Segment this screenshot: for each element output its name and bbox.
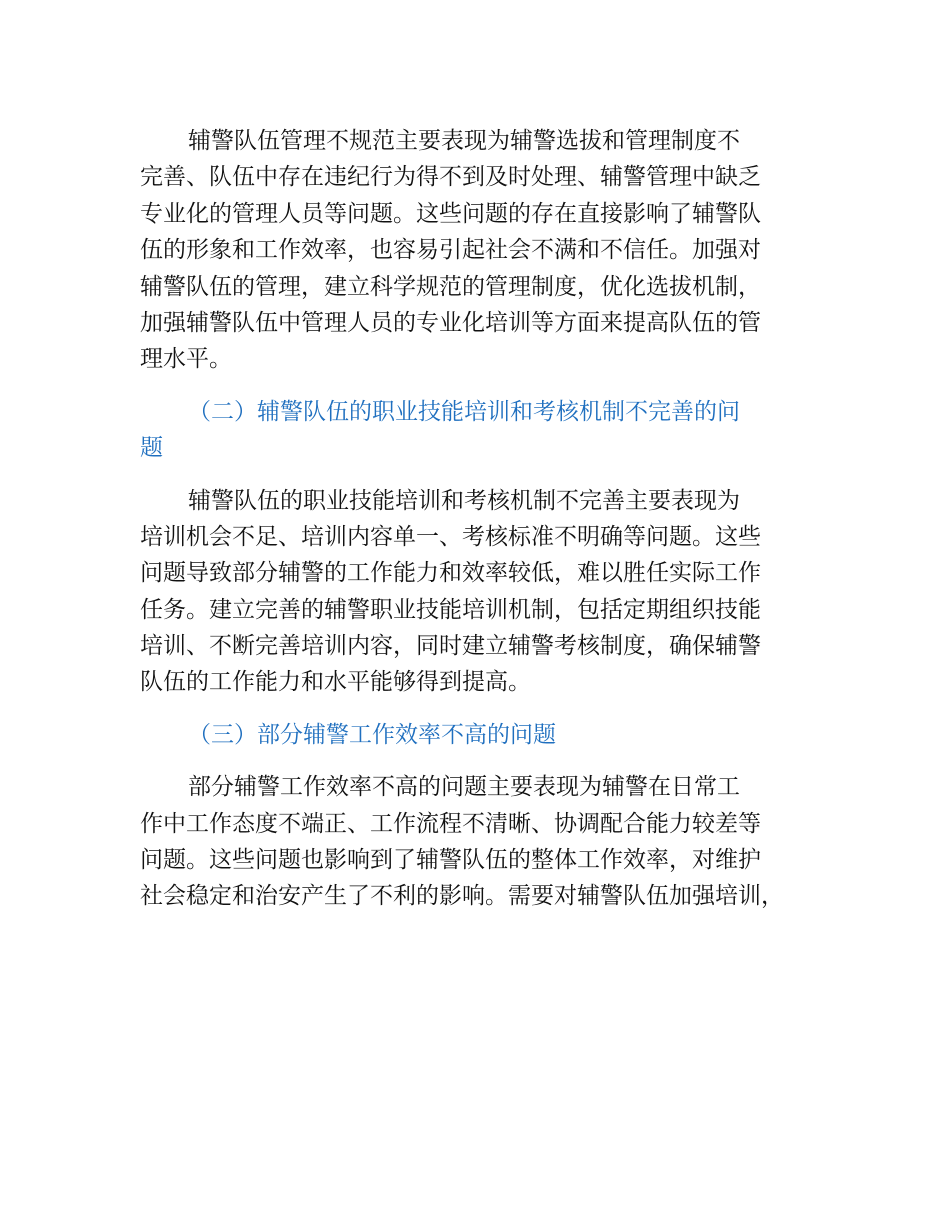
paragraph-training <box>140 483 830 701</box>
paragraph-line: 问题。这些问题也影响到了辅警队伍的整体工作效率，对维护 <box>140 847 761 874</box>
section-heading-2 <box>140 394 830 467</box>
heading-line: （三）部分辅警工作效率不高的问题 <box>188 721 556 748</box>
spacer <box>140 467 830 483</box>
spacer <box>140 753 830 769</box>
paragraph-line: 辅警队伍的管理，建立科学规范的管理制度，优化选拔机制， <box>140 273 761 300</box>
spacer <box>140 378 830 394</box>
paragraph-line: 培训机会不足、培训内容单一、考核标准不明确等问题。这些 <box>140 523 761 550</box>
heading-line: 题 <box>140 435 163 462</box>
heading-line: （二）辅警队伍的职业技能培训和考核机制不完善的问 <box>188 398 740 425</box>
paragraph-management <box>140 123 830 378</box>
spacer <box>140 701 830 717</box>
paragraph-line: 问题导致部分辅警的工作能力和效率较低，难以胜任实际工作 <box>140 560 761 587</box>
paragraph-line: 作中工作态度不端正、工作流程不清晰、协调配合能力较差等 <box>140 810 761 837</box>
paragraph-line: 辅警队伍的职业技能培训和考核机制不完善主要表现为 <box>188 487 740 514</box>
section-heading-3 <box>140 717 830 753</box>
paragraph-line: 培训、不断完善培训内容，同时建立辅警考核制度，确保辅警 <box>140 633 761 660</box>
paragraph-efficiency <box>140 769 830 915</box>
paragraph-line: 社会稳定和治安产生了不利的影响。需要对辅警队伍加强培训， <box>140 883 784 910</box>
document-body <box>140 123 830 915</box>
paragraph-line: 理水平。 <box>140 346 232 373</box>
paragraph-line: 部分辅警工作效率不高的问题主要表现为辅警在日常工 <box>188 774 740 801</box>
paragraph-line: 加强辅警队伍中管理人员的专业化培训等方面来提高队伍的管 <box>140 309 761 336</box>
paragraph-line: 完善、队伍中存在违纪行为得不到及时处理、辅警管理中缺乏 <box>140 164 761 191</box>
paragraph-line: 队伍的工作能力和水平能够得到提高。 <box>140 669 531 696</box>
paragraph-line: 辅警队伍管理不规范主要表现为辅警选拔和管理制度不 <box>188 128 740 154</box>
paragraph-line: 任务。建立完善的辅警职业技能培训机制，包括定期组织技能 <box>140 596 761 623</box>
paragraph-line: 伍的形象和工作效率，也容易引起社会不满和不信任。加强对 <box>140 237 761 264</box>
paragraph-line: 专业化的管理人员等问题。这些问题的存在直接影响了辅警队 <box>140 200 761 227</box>
